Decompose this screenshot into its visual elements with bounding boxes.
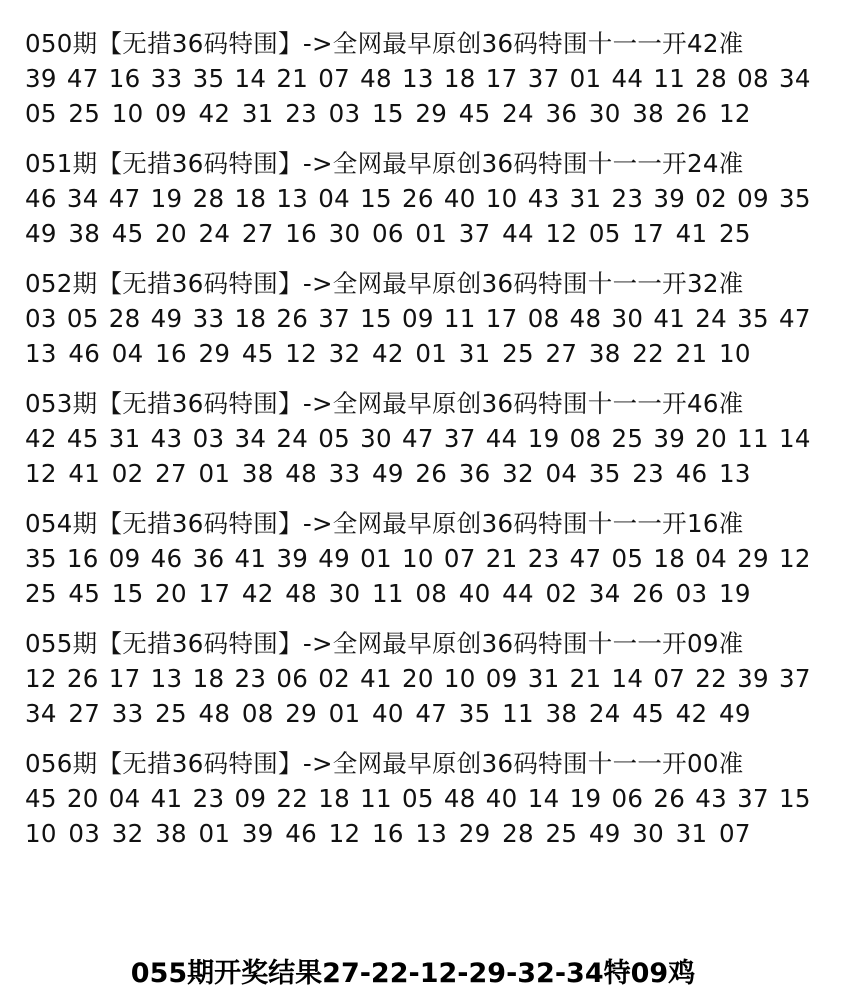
number-cell: 08 bbox=[241, 699, 274, 728]
number-cell: 14 bbox=[611, 664, 644, 693]
number-cell: 36 bbox=[192, 544, 225, 573]
number-cell: 42 bbox=[25, 424, 57, 453]
number-cell: 24 bbox=[276, 424, 309, 453]
number-cell: 11 bbox=[443, 304, 476, 333]
prediction-list bbox=[25, 26, 835, 866]
number-cell: 20 bbox=[155, 219, 187, 248]
number-cell: 46 bbox=[25, 184, 57, 213]
number-cell: 35 bbox=[192, 64, 225, 93]
number-cell: 27 bbox=[545, 339, 578, 368]
number-cell: 18 bbox=[653, 544, 686, 573]
number-cell: 44 bbox=[485, 424, 518, 453]
number-cell: 26 bbox=[402, 184, 434, 213]
number-cell: 37 bbox=[527, 64, 560, 93]
number-cell: 07 bbox=[719, 819, 751, 848]
number-cell: 03 bbox=[68, 819, 101, 848]
period-header: 050期【无措36码特围】->全网最早原创36码特围十一一开42准 bbox=[25, 29, 744, 58]
number-cell: 03 bbox=[25, 304, 57, 333]
number-cell: 47 bbox=[415, 699, 448, 728]
number-cell: 05 bbox=[25, 99, 57, 128]
number-cell: 04 bbox=[545, 459, 578, 488]
number-cell: 42 bbox=[241, 579, 274, 608]
number-cell: 01 bbox=[198, 459, 231, 488]
number-cell: 03 bbox=[675, 579, 708, 608]
number-cell: 41 bbox=[675, 219, 708, 248]
number-cell: 14 bbox=[779, 424, 811, 453]
number-cell: 18 bbox=[318, 784, 351, 813]
number-cell: 39 bbox=[276, 544, 309, 573]
number-cell: 13 bbox=[402, 64, 434, 93]
number-cell: 07 bbox=[318, 64, 351, 93]
number-cell: 01 bbox=[415, 219, 448, 248]
number-row bbox=[25, 301, 811, 336]
period-header: 054期【无措36码特围】->全网最早原创36码特围十一一开16准 bbox=[25, 509, 744, 538]
number-row bbox=[25, 781, 811, 816]
number-cell: 38 bbox=[155, 819, 187, 848]
number-cell: 23 bbox=[527, 544, 560, 573]
period-entry bbox=[25, 626, 835, 731]
number-cell: 18 bbox=[234, 184, 267, 213]
number-cell: 23 bbox=[632, 459, 665, 488]
number-cell: 10 bbox=[111, 99, 144, 128]
number-cell: 12 bbox=[25, 459, 57, 488]
number-row bbox=[25, 216, 811, 251]
number-cell: 47 bbox=[108, 184, 141, 213]
number-cell: 33 bbox=[192, 304, 225, 333]
number-cell: 06 bbox=[372, 219, 404, 248]
number-cell: 14 bbox=[527, 784, 560, 813]
number-cell: 10 bbox=[402, 544, 434, 573]
number-cell: 47 bbox=[66, 64, 99, 93]
number-cell: 25 bbox=[155, 699, 187, 728]
number-cell: 28 bbox=[695, 64, 728, 93]
number-cell: 35 bbox=[779, 184, 811, 213]
number-cell: 07 bbox=[443, 544, 476, 573]
number-cell: 30 bbox=[588, 99, 621, 128]
number-cell: 02 bbox=[111, 459, 144, 488]
number-cell: 08 bbox=[569, 424, 602, 453]
number-cell: 40 bbox=[485, 784, 518, 813]
number-cell: 13 bbox=[25, 339, 57, 368]
number-cell: 46 bbox=[675, 459, 708, 488]
number-cell: 41 bbox=[68, 459, 101, 488]
number-cell: 26 bbox=[276, 304, 309, 333]
number-cell: 13 bbox=[719, 459, 751, 488]
number-row bbox=[25, 696, 811, 731]
number-cell: 42 bbox=[198, 99, 231, 128]
number-cell: 39 bbox=[241, 819, 274, 848]
number-cell: 20 bbox=[66, 784, 99, 813]
number-cell: 40 bbox=[458, 579, 491, 608]
number-cell: 05 bbox=[402, 784, 434, 813]
number-cell: 24 bbox=[695, 304, 728, 333]
number-cell: 01 bbox=[415, 339, 448, 368]
number-cell: 07 bbox=[653, 664, 686, 693]
number-cell: 44 bbox=[611, 64, 644, 93]
number-row bbox=[25, 96, 811, 131]
number-cell: 20 bbox=[155, 579, 187, 608]
number-cell: 21 bbox=[569, 664, 602, 693]
number-cell: 23 bbox=[611, 184, 644, 213]
number-cell: 26 bbox=[632, 579, 665, 608]
period-header: 056期【无措36码特围】->全网最早原创36码特围十一一开00准 bbox=[25, 749, 744, 778]
number-cell: 30 bbox=[360, 424, 392, 453]
number-cell: 46 bbox=[150, 544, 183, 573]
number-cell: 10 bbox=[25, 819, 57, 848]
number-cell: 39 bbox=[653, 184, 686, 213]
number-cell: 38 bbox=[632, 99, 665, 128]
number-cell: 16 bbox=[108, 64, 141, 93]
number-cell: 39 bbox=[653, 424, 686, 453]
number-cell: 30 bbox=[632, 819, 665, 848]
number-cell: 22 bbox=[695, 664, 728, 693]
number-cell: 09 bbox=[402, 304, 434, 333]
number-cell: 22 bbox=[276, 784, 309, 813]
number-cell: 48 bbox=[285, 459, 318, 488]
number-cell: 19 bbox=[527, 424, 560, 453]
number-cell: 29 bbox=[737, 544, 769, 573]
number-row bbox=[25, 661, 811, 696]
number-cell: 01 bbox=[198, 819, 231, 848]
number-cell: 49 bbox=[318, 544, 351, 573]
number-cell: 37 bbox=[779, 664, 811, 693]
number-cell: 29 bbox=[415, 99, 448, 128]
number-cell: 35 bbox=[25, 544, 57, 573]
number-cell: 43 bbox=[150, 424, 183, 453]
number-row bbox=[25, 421, 811, 456]
number-cell: 12 bbox=[779, 544, 811, 573]
number-cell: 03 bbox=[328, 99, 361, 128]
number-cell: 47 bbox=[779, 304, 811, 333]
number-cell: 37 bbox=[443, 424, 476, 453]
number-cell: 17 bbox=[108, 664, 141, 693]
number-cell: 49 bbox=[719, 699, 751, 728]
number-cell: 08 bbox=[415, 579, 448, 608]
number-cell: 20 bbox=[695, 424, 728, 453]
number-cell: 26 bbox=[66, 664, 99, 693]
number-cell: 32 bbox=[111, 819, 144, 848]
number-cell: 21 bbox=[276, 64, 309, 93]
period-header: 055期【无措36码特围】->全网最早原创36码特围十一一开09准 bbox=[25, 629, 744, 658]
number-cell: 05 bbox=[66, 304, 99, 333]
number-cell: 17 bbox=[632, 219, 665, 248]
number-cell: 12 bbox=[285, 339, 318, 368]
number-cell: 34 bbox=[234, 424, 267, 453]
number-cell: 49 bbox=[25, 219, 57, 248]
number-cell: 26 bbox=[675, 99, 708, 128]
period-entry bbox=[25, 266, 835, 371]
number-cell: 12 bbox=[545, 219, 578, 248]
number-cell: 03 bbox=[192, 424, 225, 453]
number-cell: 01 bbox=[569, 64, 602, 93]
number-cell: 34 bbox=[66, 184, 99, 213]
number-cell: 37 bbox=[737, 784, 769, 813]
number-cell: 12 bbox=[328, 819, 361, 848]
number-row bbox=[25, 61, 811, 96]
number-cell: 35 bbox=[588, 459, 621, 488]
number-cell: 34 bbox=[25, 699, 57, 728]
number-cell: 31 bbox=[241, 99, 274, 128]
number-cell: 35 bbox=[737, 304, 769, 333]
number-cell: 30 bbox=[611, 304, 644, 333]
number-cell: 49 bbox=[588, 819, 621, 848]
number-cell: 28 bbox=[108, 304, 141, 333]
number-cell: 17 bbox=[485, 304, 518, 333]
number-cell: 01 bbox=[328, 699, 361, 728]
number-cell: 35 bbox=[458, 699, 491, 728]
number-cell: 04 bbox=[111, 339, 144, 368]
number-cell: 34 bbox=[779, 64, 811, 93]
number-cell: 24 bbox=[588, 699, 621, 728]
number-row bbox=[25, 336, 811, 371]
number-cell: 38 bbox=[241, 459, 274, 488]
period-entry bbox=[25, 146, 835, 251]
number-cell: 41 bbox=[234, 544, 267, 573]
number-cell: 17 bbox=[198, 579, 231, 608]
number-row bbox=[25, 541, 811, 576]
number-cell: 01 bbox=[360, 544, 392, 573]
number-cell: 36 bbox=[545, 99, 578, 128]
number-cell: 19 bbox=[150, 184, 183, 213]
number-cell: 09 bbox=[485, 664, 518, 693]
number-cell: 21 bbox=[675, 339, 708, 368]
number-cell: 27 bbox=[155, 459, 187, 488]
number-cell: 20 bbox=[402, 664, 434, 693]
number-cell: 27 bbox=[68, 699, 101, 728]
period-header: 053期【无措36码特围】->全网最早原创36码特围十一一开46准 bbox=[25, 389, 744, 418]
number-cell: 19 bbox=[719, 579, 751, 608]
number-cell: 45 bbox=[111, 219, 144, 248]
number-cell: 47 bbox=[402, 424, 434, 453]
period-entry bbox=[25, 386, 835, 491]
number-cell: 04 bbox=[108, 784, 141, 813]
period-entry bbox=[25, 746, 835, 851]
number-cell: 18 bbox=[443, 64, 476, 93]
number-cell: 29 bbox=[458, 819, 491, 848]
number-cell: 24 bbox=[502, 99, 534, 128]
number-cell: 48 bbox=[198, 699, 231, 728]
number-cell: 25 bbox=[719, 219, 751, 248]
number-cell: 48 bbox=[285, 579, 318, 608]
number-cell: 40 bbox=[443, 184, 476, 213]
number-cell: 41 bbox=[653, 304, 686, 333]
number-cell: 15 bbox=[372, 99, 404, 128]
number-row bbox=[25, 576, 811, 611]
number-cell: 44 bbox=[502, 219, 534, 248]
number-cell: 17 bbox=[485, 64, 518, 93]
number-cell: 33 bbox=[150, 64, 183, 93]
number-cell: 41 bbox=[360, 664, 392, 693]
number-cell: 37 bbox=[458, 219, 491, 248]
number-cell: 26 bbox=[415, 459, 448, 488]
number-cell: 45 bbox=[632, 699, 665, 728]
number-cell: 25 bbox=[68, 99, 101, 128]
number-cell: 40 bbox=[372, 699, 404, 728]
number-cell: 45 bbox=[68, 579, 101, 608]
number-cell: 02 bbox=[695, 184, 728, 213]
number-cell: 28 bbox=[192, 184, 225, 213]
number-cell: 25 bbox=[611, 424, 644, 453]
number-cell: 02 bbox=[545, 579, 578, 608]
number-cell: 45 bbox=[458, 99, 491, 128]
number-cell: 11 bbox=[360, 784, 392, 813]
number-cell: 23 bbox=[192, 784, 225, 813]
number-cell: 10 bbox=[719, 339, 751, 368]
period-header: 051期【无措36码特围】->全网最早原创36码特围十一一开24准 bbox=[25, 149, 744, 178]
number-cell: 16 bbox=[285, 219, 318, 248]
number-cell: 11 bbox=[653, 64, 686, 93]
number-cell: 15 bbox=[779, 784, 811, 813]
number-cell: 28 bbox=[502, 819, 534, 848]
number-cell: 43 bbox=[695, 784, 728, 813]
number-cell: 11 bbox=[737, 424, 769, 453]
number-cell: 25 bbox=[25, 579, 57, 608]
number-cell: 39 bbox=[737, 664, 769, 693]
number-cell: 48 bbox=[360, 64, 392, 93]
number-cell: 09 bbox=[155, 99, 187, 128]
number-cell: 34 bbox=[588, 579, 621, 608]
number-cell: 09 bbox=[234, 784, 267, 813]
number-row bbox=[25, 456, 811, 491]
period-entry bbox=[25, 26, 835, 131]
number-cell: 38 bbox=[68, 219, 101, 248]
number-cell: 39 bbox=[25, 64, 57, 93]
number-cell: 10 bbox=[443, 664, 476, 693]
number-cell: 49 bbox=[150, 304, 183, 333]
number-cell: 02 bbox=[318, 664, 351, 693]
number-cell: 16 bbox=[155, 339, 187, 368]
number-cell: 16 bbox=[66, 544, 99, 573]
number-cell: 05 bbox=[588, 219, 621, 248]
number-cell: 16 bbox=[372, 819, 404, 848]
number-cell: 04 bbox=[318, 184, 351, 213]
number-cell: 08 bbox=[527, 304, 560, 333]
number-cell: 12 bbox=[719, 99, 751, 128]
number-cell: 49 bbox=[372, 459, 404, 488]
number-cell: 47 bbox=[569, 544, 602, 573]
number-cell: 21 bbox=[485, 544, 518, 573]
number-cell: 25 bbox=[502, 339, 534, 368]
number-cell: 12 bbox=[25, 664, 57, 693]
number-cell: 45 bbox=[25, 784, 57, 813]
number-cell: 48 bbox=[569, 304, 602, 333]
number-cell: 31 bbox=[569, 184, 602, 213]
number-cell: 04 bbox=[695, 544, 728, 573]
number-cell: 48 bbox=[443, 784, 476, 813]
number-cell: 14 bbox=[234, 64, 267, 93]
number-cell: 08 bbox=[737, 64, 769, 93]
number-cell: 46 bbox=[285, 819, 318, 848]
number-cell: 13 bbox=[415, 819, 448, 848]
draw-result: 055期开奖结果27-22-12-29-32-34特09鸡 bbox=[130, 958, 696, 989]
number-cell: 33 bbox=[328, 459, 361, 488]
number-cell: 05 bbox=[611, 544, 644, 573]
number-cell: 06 bbox=[276, 664, 309, 693]
number-cell: 31 bbox=[458, 339, 491, 368]
number-cell: 30 bbox=[328, 579, 361, 608]
number-cell: 42 bbox=[372, 339, 404, 368]
number-cell: 38 bbox=[588, 339, 621, 368]
number-cell: 24 bbox=[198, 219, 231, 248]
number-cell: 38 bbox=[545, 699, 578, 728]
number-cell: 45 bbox=[66, 424, 99, 453]
number-cell: 23 bbox=[234, 664, 267, 693]
number-cell: 09 bbox=[108, 544, 141, 573]
number-cell: 33 bbox=[111, 699, 144, 728]
number-cell: 45 bbox=[241, 339, 274, 368]
number-cell: 13 bbox=[150, 664, 183, 693]
number-cell: 26 bbox=[653, 784, 686, 813]
number-cell: 32 bbox=[502, 459, 534, 488]
number-cell: 18 bbox=[234, 304, 267, 333]
number-cell: 32 bbox=[328, 339, 361, 368]
period-entry bbox=[25, 506, 835, 611]
number-cell: 44 bbox=[502, 579, 534, 608]
number-cell: 31 bbox=[675, 819, 708, 848]
number-cell: 27 bbox=[241, 219, 274, 248]
number-cell: 10 bbox=[485, 184, 518, 213]
number-cell: 22 bbox=[632, 339, 665, 368]
number-cell: 11 bbox=[372, 579, 404, 608]
number-cell: 13 bbox=[276, 184, 309, 213]
number-cell: 37 bbox=[318, 304, 351, 333]
number-row bbox=[25, 181, 811, 216]
number-cell: 23 bbox=[285, 99, 318, 128]
number-cell: 30 bbox=[328, 219, 361, 248]
number-row bbox=[25, 816, 811, 851]
number-cell: 25 bbox=[545, 819, 578, 848]
number-cell: 15 bbox=[360, 184, 392, 213]
number-cell: 41 bbox=[150, 784, 183, 813]
number-cell: 31 bbox=[527, 664, 560, 693]
number-cell: 19 bbox=[569, 784, 602, 813]
number-cell: 15 bbox=[111, 579, 144, 608]
number-cell: 15 bbox=[360, 304, 392, 333]
number-cell: 11 bbox=[502, 699, 534, 728]
number-cell: 18 bbox=[192, 664, 225, 693]
number-cell: 36 bbox=[458, 459, 491, 488]
number-cell: 46 bbox=[68, 339, 101, 368]
number-cell: 09 bbox=[737, 184, 769, 213]
number-cell: 42 bbox=[675, 699, 708, 728]
number-cell: 05 bbox=[318, 424, 351, 453]
number-cell: 29 bbox=[198, 339, 231, 368]
number-cell: 06 bbox=[611, 784, 644, 813]
number-cell: 29 bbox=[285, 699, 318, 728]
period-header: 052期【无措36码特围】->全网最早原创36码特围十一一开32准 bbox=[25, 269, 744, 298]
number-cell: 43 bbox=[527, 184, 560, 213]
number-cell: 31 bbox=[108, 424, 141, 453]
